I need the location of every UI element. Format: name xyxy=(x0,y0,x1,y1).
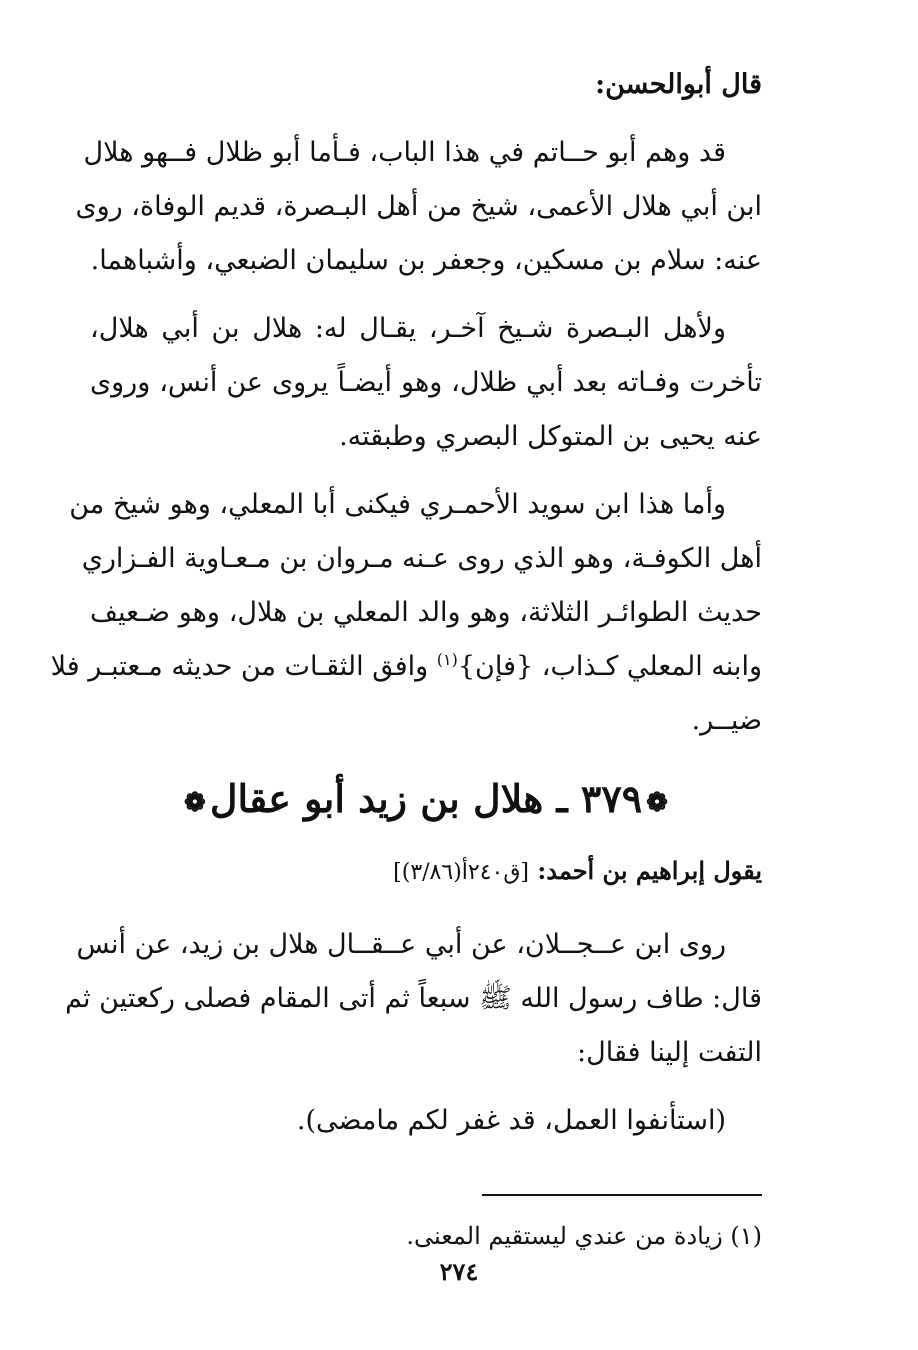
spacer xyxy=(90,898,762,918)
paragraph-line: قال: طاف رسول الله ﷺ سبعاً ثم أتى المقام فصلى ركعتين ثم xyxy=(65,982,762,1014)
spacer xyxy=(90,464,762,478)
paragraph-line: عنه يحيى بن المتوكل البصري وطبقته. xyxy=(339,421,762,452)
paragraph-line: قد وهم أبو حــاتم في هذا الباب، فـأما أبو ظلال فــهو هلال xyxy=(83,137,726,168)
entry-title xyxy=(90,766,762,836)
speaker-heading: قال أبوالحسن: xyxy=(595,69,762,100)
paragraph-line: ابن أبي هلال الأعمى، شيخ من أهل البـصرة، قديم الوفاة، روى xyxy=(75,191,762,222)
source-label: يقول إبراهيم بن أحمد: xyxy=(529,855,762,885)
paragraph-line: تأخرت وفـاته بعد أبي ظلال، وهو أيضـاً يروى عن أنس، وروى xyxy=(90,367,762,398)
manuscript-reference: [ق٢٤٠أ(٣/٨٦)] xyxy=(393,859,529,885)
footnote-text: زيادة من عندي ليستقيم المعنى. xyxy=(406,1221,731,1250)
paragraph-3 xyxy=(50,478,762,748)
paragraph-line: روى ابن عــجــلان، عن أبي عــقــال هلال بن زيد، عن أنس xyxy=(76,928,726,960)
line-text: وابنه المعلي كـذاب، xyxy=(533,651,762,682)
paragraph-1 xyxy=(75,126,762,288)
hadith-quote: (استأنفوا العمل، قد غفر لكم مامضى). xyxy=(296,1104,726,1136)
paragraph-line: التفت إلينا فقال: xyxy=(577,1036,762,1068)
source-line xyxy=(90,846,762,898)
ornament-right-icon: ❁ xyxy=(646,787,668,818)
footnote xyxy=(90,1214,762,1258)
entry-title-text: ٣٧٩ ـ هلال بن زيد أبو عقال xyxy=(209,776,643,821)
page-number: ٢٧٤ xyxy=(439,1257,479,1286)
footnote-marker: (١) xyxy=(730,1221,762,1250)
paragraph-line: وأما هذا ابن سويد الأحمـري فيكنى أبا المعلي، وهو شيخ من xyxy=(69,489,726,520)
line-text: وافق الثقـات من حديثه مـعتبـر فلا xyxy=(50,651,437,682)
paragraph-line: ولأهل البـصرة شـيخ آخـر، يقـال له: هلال بن أبي هلال، xyxy=(90,313,726,344)
ornament-left-icon: ❁ xyxy=(184,787,206,818)
footnote-reference[interactable]: (١) xyxy=(436,650,458,669)
paragraph-line-with-footnote xyxy=(50,640,762,694)
paragraph-4 xyxy=(65,918,762,1080)
spacer xyxy=(90,288,762,302)
book-page xyxy=(50,58,762,1318)
footnote-divider xyxy=(482,1194,762,1196)
spacer xyxy=(90,1080,762,1094)
paragraph-line: ضيــر. xyxy=(691,705,762,736)
paragraph-line: أهل الكوفـة، وهو الذي روى عـنه مـروان بن مـعـاوية الفـزاري xyxy=(81,543,762,574)
editorial-insertion: {فإن} xyxy=(457,651,534,682)
paragraph-line: عنه: سلام بن مسكين، وجعفر بن سليمان الضبعي، وأشباهما. xyxy=(90,245,762,276)
paragraph-2 xyxy=(90,302,762,464)
paragraph-line: حديث الطوائـر الثلاثة، وهو والد المعلي بن هلال، وهو ضـعيف xyxy=(90,597,762,628)
spacer xyxy=(90,112,762,126)
